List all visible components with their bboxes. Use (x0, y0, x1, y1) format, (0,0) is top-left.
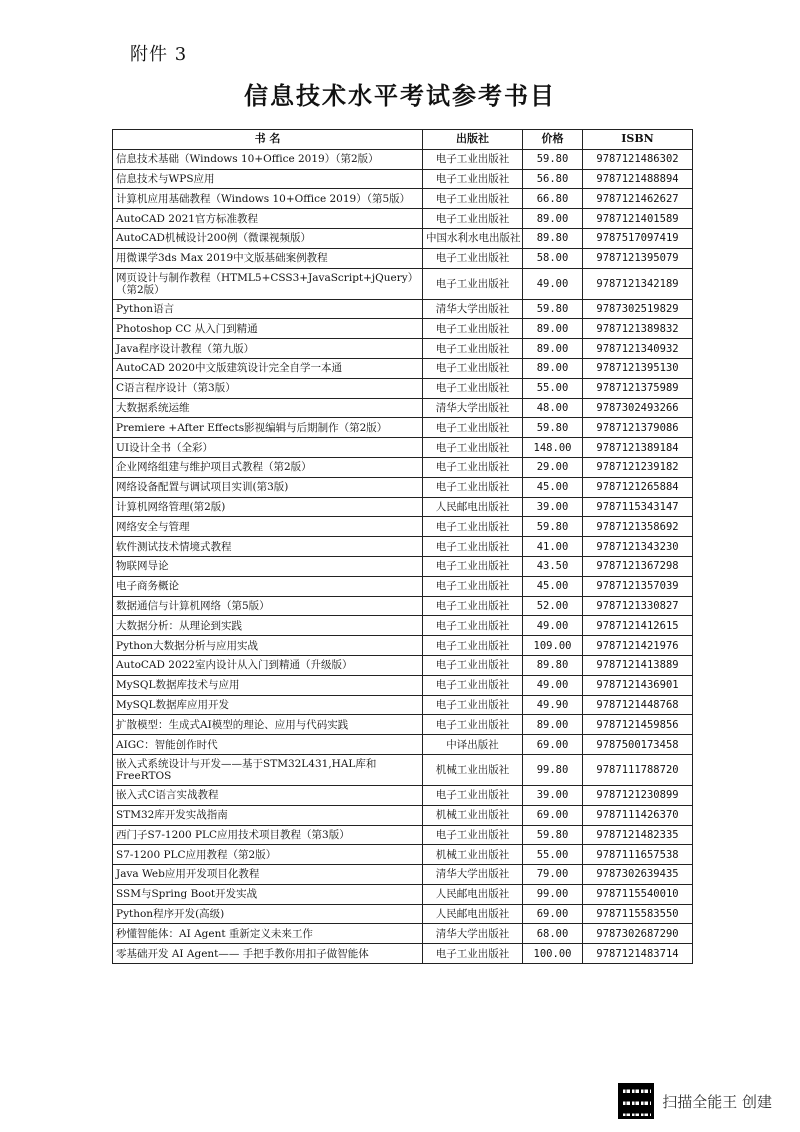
header-name: 书 名 (113, 130, 423, 150)
header-isbn: ISBN (583, 130, 693, 150)
publisher-cell: 机械工业出版社 (423, 805, 523, 825)
table-row (113, 169, 693, 189)
price-cell: 109.00 (523, 636, 583, 656)
isbn-cell: 9787121412615 (583, 616, 693, 636)
isbn-cell: 9787121488894 (583, 169, 693, 189)
publisher-cell: 中国水利水电出版社 (423, 228, 523, 248)
isbn-cell: 9787121462627 (583, 189, 693, 209)
isbn-cell: 9787121340932 (583, 339, 693, 359)
book-name-cell: 信息技术基础（Windows 10+Office 2019）（第2版） (113, 149, 423, 169)
attachment-label: 附件 3 (130, 44, 188, 65)
publisher-cell: 电子工业出版社 (423, 418, 523, 438)
publisher-cell: 机械工业出版社 (423, 845, 523, 865)
book-name-cell: MySQL数据库应用开发 (113, 695, 423, 715)
table-row (113, 209, 693, 229)
publisher-cell: 机械工业出版社 (423, 754, 523, 785)
table-row (113, 319, 693, 339)
book-name-cell: 计算机网络管理(第2版) (113, 497, 423, 517)
watermark-text: 扫描全能王 创建 (662, 1092, 772, 1111)
book-name-cell: AIGC：智能创作时代 (113, 735, 423, 755)
isbn-cell: 9787121265884 (583, 477, 693, 497)
publisher-cell: 电子工业出版社 (423, 596, 523, 616)
publisher-cell: 电子工业出版社 (423, 457, 523, 477)
isbn-cell: 9787121389184 (583, 438, 693, 458)
table-row (113, 576, 693, 596)
book-name-cell: Python语言 (113, 299, 423, 319)
price-cell: 59.80 (523, 825, 583, 845)
price-cell: 89.00 (523, 339, 583, 359)
scanner-watermark (618, 1083, 772, 1119)
table-row (113, 189, 693, 209)
price-cell: 56.80 (523, 169, 583, 189)
publisher-cell: 电子工业出版社 (423, 268, 523, 299)
isbn-cell: 9787121343230 (583, 537, 693, 557)
table-row (113, 556, 693, 576)
table-row (113, 825, 693, 845)
price-cell: 39.00 (523, 785, 583, 805)
publisher-cell: 人民邮电出版社 (423, 884, 523, 904)
price-cell: 100.00 (523, 944, 583, 964)
publisher-cell: 电子工业出版社 (423, 825, 523, 845)
book-name-cell: 秒懂智能体：AI Agent 重新定义未来工作 (113, 924, 423, 944)
book-name-cell: 数据通信与计算机网络（第5版） (113, 596, 423, 616)
price-cell: 99.00 (523, 884, 583, 904)
book-name-cell: Java Web应用开发项目化教程 (113, 865, 423, 885)
table-row (113, 358, 693, 378)
isbn-cell: 9787302493266 (583, 398, 693, 418)
book-name-cell: 物联网导论 (113, 556, 423, 576)
book-name-cell: 大数据系统运维 (113, 398, 423, 418)
publisher-cell: 电子工业出版社 (423, 189, 523, 209)
book-name-cell: 网页设计与制作教程（HTML5+CSS3+JavaScript+jQuery）（第2版） (113, 268, 423, 299)
isbn-cell: 9787121375989 (583, 378, 693, 398)
book-name-cell: AutoCAD 2020中文版建筑设计完全自学一本通 (113, 358, 423, 378)
price-cell: 69.00 (523, 735, 583, 755)
isbn-cell: 9787121367298 (583, 556, 693, 576)
table-row (113, 636, 693, 656)
publisher-cell: 人民邮电出版社 (423, 904, 523, 924)
price-cell: 59.80 (523, 299, 583, 319)
price-cell: 69.00 (523, 904, 583, 924)
table-row (113, 299, 693, 319)
table-row (113, 785, 693, 805)
book-name-cell: Python程序开发(高级) (113, 904, 423, 924)
isbn-cell: 9787121436901 (583, 675, 693, 695)
isbn-cell: 9787111657538 (583, 845, 693, 865)
table-row (113, 715, 693, 735)
price-cell: 55.00 (523, 378, 583, 398)
table-row (113, 884, 693, 904)
price-cell: 49.90 (523, 695, 583, 715)
table-header-row (113, 130, 693, 150)
book-name-cell: MySQL数据库技术与应用 (113, 675, 423, 695)
table-row (113, 655, 693, 675)
isbn-cell: 9787517097419 (583, 228, 693, 248)
book-name-cell: AutoCAD机械设计200例（微课视频版） (113, 228, 423, 248)
isbn-cell: 9787121230899 (583, 785, 693, 805)
price-cell: 49.00 (523, 616, 583, 636)
isbn-cell: 9787111426370 (583, 805, 693, 825)
book-name-cell: 西门子S7-1200 PLC应用技术项目教程（第3版） (113, 825, 423, 845)
price-cell: 89.00 (523, 209, 583, 229)
book-name-cell: 嵌入式C语言实战教程 (113, 785, 423, 805)
price-cell: 49.00 (523, 675, 583, 695)
table-row (113, 477, 693, 497)
price-cell: 49.00 (523, 268, 583, 299)
book-name-cell: 信息技术与WPS应用 (113, 169, 423, 189)
book-name-cell: 用微课学3ds Max 2019中文版基础案例教程 (113, 248, 423, 268)
isbn-cell: 9787302687290 (583, 924, 693, 944)
book-name-cell: 扩散模型：生成式AI模型的理论、应用与代码实践 (113, 715, 423, 735)
price-cell: 89.00 (523, 319, 583, 339)
table-row (113, 517, 693, 537)
isbn-cell: 9787121483714 (583, 944, 693, 964)
table-row (113, 339, 693, 359)
table-row (113, 695, 693, 715)
isbn-cell: 9787500173458 (583, 735, 693, 755)
book-name-cell: STM32库开发实战指南 (113, 805, 423, 825)
price-cell: 148.00 (523, 438, 583, 458)
isbn-cell: 9787121330827 (583, 596, 693, 616)
price-cell: 45.00 (523, 477, 583, 497)
publisher-cell: 电子工业出版社 (423, 616, 523, 636)
publisher-cell: 清华大学出版社 (423, 398, 523, 418)
price-cell: 99.80 (523, 754, 583, 785)
publisher-cell: 电子工业出版社 (423, 319, 523, 339)
publisher-cell: 电子工业出版社 (423, 209, 523, 229)
isbn-cell: 9787302639435 (583, 865, 693, 885)
table-row (113, 735, 693, 755)
table-row (113, 596, 693, 616)
isbn-cell: 9787111788720 (583, 754, 693, 785)
table-row (113, 805, 693, 825)
price-cell: 29.00 (523, 457, 583, 477)
book-name-cell: 网络设备配置与调试项目实训(第3版) (113, 477, 423, 497)
isbn-cell: 9787121395079 (583, 248, 693, 268)
price-cell: 59.80 (523, 149, 583, 169)
publisher-cell: 清华大学出版社 (423, 924, 523, 944)
table-row (113, 537, 693, 557)
price-cell: 43.50 (523, 556, 583, 576)
publisher-cell: 中译出版社 (423, 735, 523, 755)
table-row (113, 924, 693, 944)
price-cell: 89.00 (523, 715, 583, 735)
table-row (113, 497, 693, 517)
publisher-cell: 电子工业出版社 (423, 556, 523, 576)
price-cell: 45.00 (523, 576, 583, 596)
table-row (113, 378, 693, 398)
publisher-cell: 电子工业出版社 (423, 576, 523, 596)
publisher-cell: 电子工业出版社 (423, 636, 523, 656)
book-name-cell: 大数据分析：从理论到实践 (113, 616, 423, 636)
price-cell: 89.80 (523, 228, 583, 248)
publisher-cell: 电子工业出版社 (423, 675, 523, 695)
price-cell: 59.80 (523, 418, 583, 438)
isbn-cell: 9787121239182 (583, 457, 693, 477)
table-row (113, 904, 693, 924)
book-name-cell: C语言程序设计（第3版） (113, 378, 423, 398)
isbn-cell: 9787121448768 (583, 695, 693, 715)
isbn-cell: 9787115540010 (583, 884, 693, 904)
table-row (113, 616, 693, 636)
book-name-cell: Premiere +After Effects影视编辑与后期制作（第2版） (113, 418, 423, 438)
table-row (113, 228, 693, 248)
price-cell: 59.80 (523, 517, 583, 537)
price-cell: 69.00 (523, 805, 583, 825)
table-row (113, 845, 693, 865)
table-row (113, 418, 693, 438)
publisher-cell: 电子工业出版社 (423, 537, 523, 557)
book-name-cell: AutoCAD 2022室内设计从入门到精通（升级版） (113, 655, 423, 675)
isbn-cell: 9787121395130 (583, 358, 693, 378)
publisher-cell: 电子工业出版社 (423, 517, 523, 537)
publisher-cell: 人民邮电出版社 (423, 497, 523, 517)
book-name-cell: 企业网络组建与维护项目式教程（第2版） (113, 457, 423, 477)
isbn-cell: 9787121459856 (583, 715, 693, 735)
publisher-cell: 电子工业出版社 (423, 438, 523, 458)
book-name-cell: Photoshop CC 从入门到精通 (113, 319, 423, 339)
book-name-cell: UI设计全书（全彩） (113, 438, 423, 458)
price-cell: 79.00 (523, 865, 583, 885)
publisher-cell: 电子工业出版社 (423, 477, 523, 497)
book-name-cell: 网络安全与管理 (113, 517, 423, 537)
book-name-cell: 电子商务概论 (113, 576, 423, 596)
publisher-cell: 电子工业出版社 (423, 695, 523, 715)
table-row (113, 675, 693, 695)
book-name-cell: SSM与Spring Boot开发实战 (113, 884, 423, 904)
publisher-cell: 电子工业出版社 (423, 149, 523, 169)
book-name-cell: AutoCAD 2021官方标准教程 (113, 209, 423, 229)
isbn-cell: 9787121413889 (583, 655, 693, 675)
book-name-cell: 软件测试技术情境式教程 (113, 537, 423, 557)
publisher-cell: 电子工业出版社 (423, 785, 523, 805)
publisher-cell: 电子工业出版社 (423, 339, 523, 359)
isbn-cell: 9787121482335 (583, 825, 693, 845)
table-row (113, 398, 693, 418)
publisher-cell: 电子工业出版社 (423, 169, 523, 189)
table-row (113, 149, 693, 169)
page-title: 信息技术水平考试参考书目 (244, 81, 556, 110)
price-cell: 58.00 (523, 248, 583, 268)
isbn-cell: 9787121421976 (583, 636, 693, 656)
qr-code-icon (618, 1083, 654, 1119)
table-row (113, 248, 693, 268)
table-row (113, 268, 693, 299)
price-cell: 89.80 (523, 655, 583, 675)
isbn-cell: 9787115343147 (583, 497, 693, 517)
price-cell: 68.00 (523, 924, 583, 944)
publisher-cell: 电子工业出版社 (423, 358, 523, 378)
price-cell: 52.00 (523, 596, 583, 616)
book-name-cell: Python大数据分析与应用实战 (113, 636, 423, 656)
publisher-cell: 电子工业出版社 (423, 715, 523, 735)
book-name-cell: 嵌入式系统设计与开发——基于STM32L431,HAL库和FreeRTOS (113, 754, 423, 785)
publisher-cell: 清华大学出版社 (423, 299, 523, 319)
price-cell: 66.80 (523, 189, 583, 209)
isbn-cell: 9787121357039 (583, 576, 693, 596)
isbn-cell: 9787121486302 (583, 149, 693, 169)
publisher-cell: 电子工业出版社 (423, 655, 523, 675)
isbn-cell: 9787302519829 (583, 299, 693, 319)
isbn-cell: 9787121358692 (583, 517, 693, 537)
publisher-cell: 清华大学出版社 (423, 865, 523, 885)
price-cell: 89.00 (523, 358, 583, 378)
isbn-cell: 9787115583550 (583, 904, 693, 924)
isbn-cell: 9787121401589 (583, 209, 693, 229)
book-name-cell: 零基础开发 AI Agent—— 手把手教你用扣子做智能体 (113, 944, 423, 964)
book-name-cell: S7-1200 PLC应用教程（第2版） (113, 845, 423, 865)
publisher-cell: 电子工业出版社 (423, 944, 523, 964)
table-row (113, 438, 693, 458)
price-cell: 39.00 (523, 497, 583, 517)
book-list-table (112, 129, 693, 964)
header-publisher: 出版社 (423, 130, 523, 150)
header-price: 价格 (523, 130, 583, 150)
price-cell: 55.00 (523, 845, 583, 865)
table-row (113, 754, 693, 785)
isbn-cell: 9787121389832 (583, 319, 693, 339)
book-name-cell: 计算机应用基础教程（Windows 10+Office 2019）（第5版） (113, 189, 423, 209)
table-row (113, 944, 693, 964)
isbn-cell: 9787121342189 (583, 268, 693, 299)
book-name-cell: Java程序设计教程（第九版） (113, 339, 423, 359)
table-row (113, 457, 693, 477)
price-cell: 48.00 (523, 398, 583, 418)
table-row (113, 865, 693, 885)
publisher-cell: 电子工业出版社 (423, 248, 523, 268)
price-cell: 41.00 (523, 537, 583, 557)
publisher-cell: 电子工业出版社 (423, 378, 523, 398)
isbn-cell: 9787121379086 (583, 418, 693, 438)
